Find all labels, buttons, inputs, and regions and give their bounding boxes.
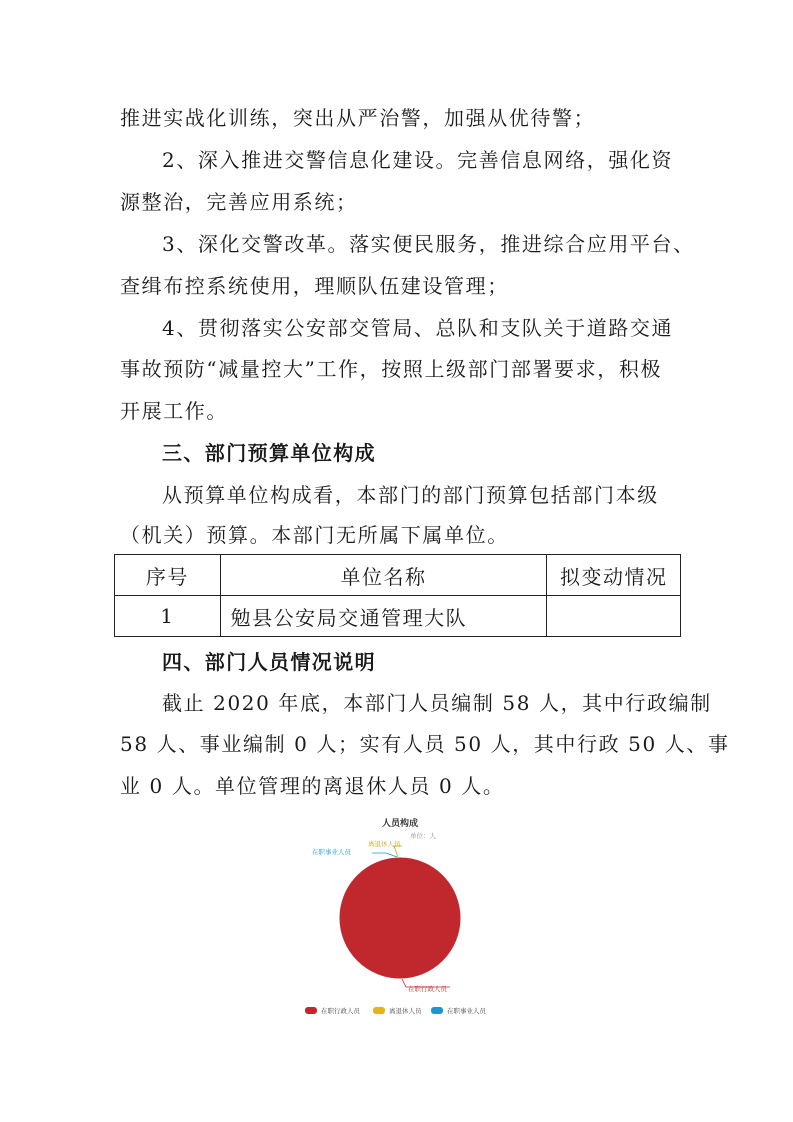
table-header-cell: 拟变动情况 bbox=[547, 555, 681, 596]
section-4-heading: 四、部门人员情况说明 bbox=[162, 650, 376, 674]
leader-line-institution bbox=[372, 853, 397, 857]
legend-item-admin bbox=[305, 1006, 360, 1015]
legend-label: 在职事业人员 bbox=[447, 1007, 486, 1015]
legend-item-institution bbox=[431, 1006, 486, 1015]
table-header-cell: 序号 bbox=[115, 555, 221, 596]
legend-swatch bbox=[305, 1007, 317, 1014]
section-3-heading: 三、部门预算单位构成 bbox=[162, 441, 376, 465]
section-4-line-1: 截止 2020 年底，本部门人员编制 58 人，其中行政编制 bbox=[162, 691, 712, 715]
paragraph-3-line-1: 3、深化交警改革。落实便民服务，推进综合应用平台、 bbox=[162, 232, 695, 256]
slice-label-admin: 在职行政人员 bbox=[408, 985, 447, 993]
legend-swatch bbox=[431, 1007, 443, 1014]
chart-unit: 单位：人 bbox=[410, 832, 436, 840]
paragraph-4-line-2: 事故预防“减量控大”工作，按照上级部门部署要求，积极 bbox=[120, 357, 663, 381]
section-4-line-3: 业 0 人。单位管理的离退休人员 0 人。 bbox=[120, 774, 505, 798]
legend-label: 离退休人员 bbox=[389, 1007, 422, 1015]
slice-label-institution: 在职事业人员 bbox=[312, 848, 351, 856]
paragraph-2-line-2: 源整治，完善应用系统； bbox=[120, 190, 358, 214]
table-header-cell: 单位名称 bbox=[220, 555, 547, 596]
legend-item-retired bbox=[373, 1006, 422, 1015]
chart-title: 人员构成 bbox=[381, 819, 418, 829]
paragraph-4-line-3: 开展工作。 bbox=[120, 399, 228, 423]
chart-legend bbox=[305, 1006, 505, 1018]
paragraph-1-line-1: 推进实战化训练，突出从严治警，加强从优待警； bbox=[120, 106, 596, 130]
section-3-line-1: 从预算单位构成看，本部门的部门预算包括部门本级 bbox=[162, 483, 659, 507]
paragraph-4-line-1: 4、贯彻落实公安部交管局、总队和支队关于道路交通 bbox=[162, 316, 674, 340]
table-cell-change bbox=[547, 596, 681, 637]
paragraph-3-line-2: 查缉布控系统使用，理顺队伍建设管理； bbox=[120, 274, 509, 298]
section-4-line-2: 58 人、事业编制 0 人；实有人员 50 人，其中行政 50 人、事 bbox=[120, 732, 730, 756]
table-cell-no: 1 bbox=[115, 596, 221, 637]
paragraph-2-line-1: 2、深入推进交警信息化建设。完善信息网络，强化资 bbox=[162, 148, 674, 172]
table-row bbox=[115, 596, 681, 637]
section-3-line-2: （机关）预算。本部门无所属下属单位。 bbox=[120, 523, 509, 547]
table-header-row bbox=[115, 555, 681, 596]
legend-label: 在职行政人员 bbox=[321, 1007, 360, 1015]
personnel-pie-chart bbox=[290, 812, 510, 1022]
table-cell-name: 勉县公安局交通管理大队 bbox=[220, 596, 547, 637]
units-table bbox=[114, 554, 681, 637]
slice-label-retired: 离退休人员 bbox=[368, 840, 401, 848]
pie-slice-admin bbox=[339, 857, 461, 979]
legend-swatch bbox=[373, 1007, 385, 1014]
